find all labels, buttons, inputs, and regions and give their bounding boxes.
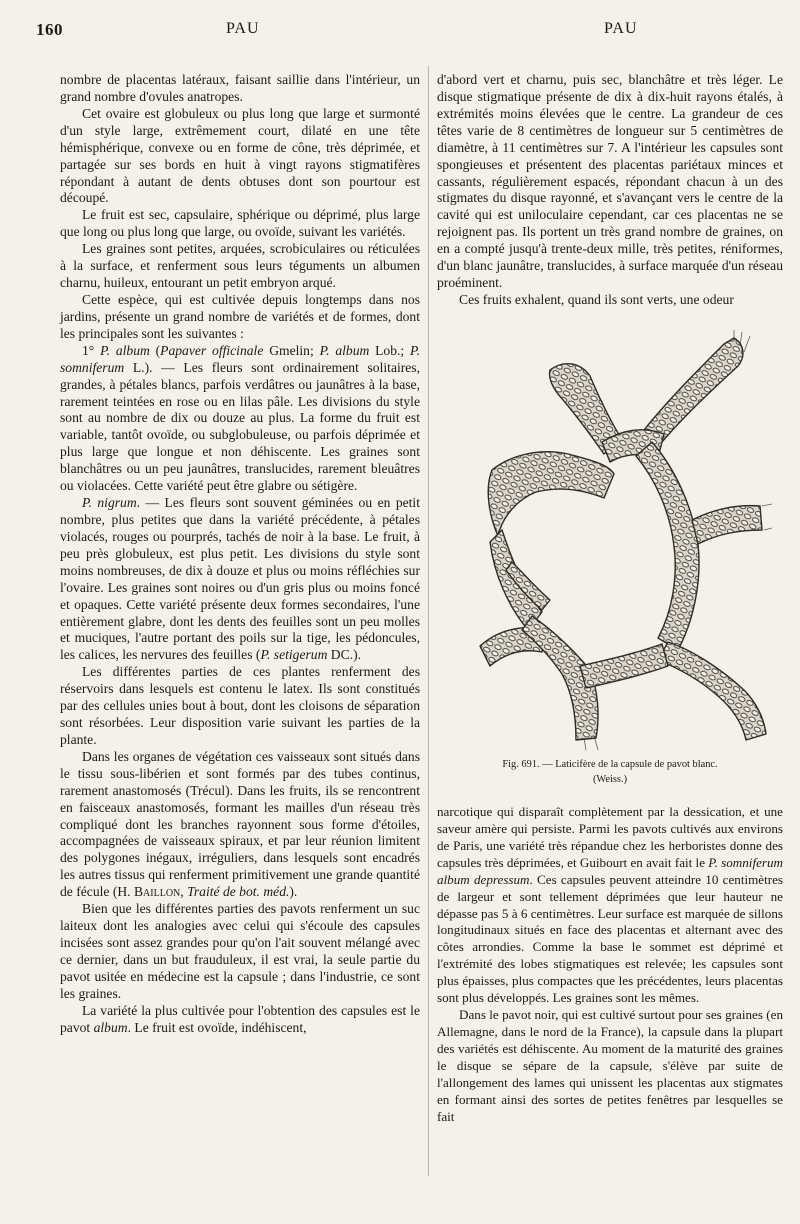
paragraph: d'abord vert et charnu, puis sec, blanchâtre et très léger. Le disque stigmatique présente de dix à dix-huit rayons étalés, à extrémités moins élevées que le centre. La grandeur de ces têtes varie de 8 centimètres de longueur sur 5 centimètres de diamètre, à 11 centimètres sur 7. A l'intérieur les capsules sont spongieuses et présentent des placentas pariétaux minces et cassants, régulièrement espacés, répondant chacun à un des stigmates du disque rayonné, et s'avançant vers le centre de la cavité qui est uniloculaire cependant, car ces placentas ne se rejoignent pas. Ils portent un très grand nombre de graines, on en a compté jusqu'à trente-deux mille, très petites, réniformes, d'un blanc jaunâtre, translucides, à surface marquée d'un réseau proéminent. <box>437 72 783 291</box>
paragraph: Dans les organes de végétation ces vaisseaux sont situés dans le tissu sous-libérien et sont formés par des tubes continus, rarement anastomosés (Trécul). Dans les fruits, ils se rencontrent en faisceaux anastomosés, formant les mailles d'un réseau très compliqué dont les branches rayonnent sous forme d'étoiles, accompagnées de vaisseaux spiraux, et par leur réunion limitent des polygones inégaux, irréguliers, dans lesquels sont encadrés les autres tissus qui renferment primitivement une grande quantité de fécule (H. Baillon, Traité de bot. méd.). <box>60 748 420 900</box>
caption-line: Fig. 691. — Laticifère de la capsule de pavot blanc. <box>502 759 718 770</box>
right-column-bottom <box>437 804 783 1126</box>
running-head-left: PAU <box>226 20 260 37</box>
variety-nigrum-paragraph: P. nigrum. — Les fleurs sont souvent géminées ou en petit nombre, plus petites que dans la variété précédente, à pétales violacés, rouges ou pourprés, tachés de noir à la base. Le fruit, à peu près globuleux, est plus petit. Les divisions du style sont moins nombreuses, de dix à douze et plus ou moins réfléchies sur l'ovaire. Les graines sont noires ou d'un gris plus ou moins foncé et opaques. Cette variété présente deux formes secondaires, l'une entièrement glabre, dont les dents des feuilles sont un peu molles et muciques, l'autre portant des poils sur la tige, les pédoncules, les calices, les nervures des feuilles (P. setigerum DC.). <box>60 495 420 663</box>
paragraph: Ces fruits exhalent, quand ils sont verts, une odeur <box>459 291 734 307</box>
paragraph: Les graines sont petites, arquées, scrobiculaires ou réticulées à la surface, et renferment sous leurs téguments un albumen charnu, huileux, entourant un petit embryon arqué. <box>60 241 420 291</box>
right-column-top <box>437 72 783 309</box>
paragraph: Les différentes parties de ces plantes renferment des réservoirs dans lesquels est contenu le latex. Ils sont constitués par des cellules unies bout à bout, dont les cloisons de séparation sont résorbées. Leur disposition varie suivant les parties de la plante. <box>60 664 420 747</box>
paragraph: Bien que les différentes parties des pavots renferment un suc laiteux dont les analogies avec celui qui s'écoule des capsules incisées sont assez grandes pour qu'on l'ait souvent mélangé avec ce dernier, dans un but frauduleux, il est vrai, la seule partie du pavot usitée en médecine est la capsule ; dans l'industrie, ce sont les graines. <box>60 901 420 1001</box>
page-number: 160 <box>36 20 63 39</box>
laticifer-figure <box>472 330 772 750</box>
figure-caption <box>437 757 783 787</box>
running-head-right: PAU <box>604 20 638 37</box>
column-divider <box>428 66 429 1176</box>
caption-credit: (Weiss.) <box>592 774 628 785</box>
left-column <box>60 72 420 1037</box>
paragraph: nombre de placentas latéraux, faisant saillie dans l'intérieur, un grand nombre d'ovules anatropes. <box>60 72 420 104</box>
variety-album-paragraph: 1° P. album (Papaver officinale Gmelin; P. album Lob.; P. somniferum L.). — Les fleurs sont ordinairement solitaires, grandes, à pétales blancs, parfois verdâtres ou jaunâtres à la base, rarement teintées en rose ou en lilas pâle. Les divisions du style sont au nombre de dix ou douze au plus. La forme du fruit est variable, tantôt ovoïde, ou subglobuleuse, ou parfois déprimée et plus large que longue et non déhiscente. Les graines sont blanchâtres ou un peu jaunâtres, translucides, rarement bleuâtres ou violacées. Cette variété peut être glabre ou sétigère. <box>60 342 420 494</box>
paragraph: narcotique qui disparaît complètement par la dessication, et une saveur amère qui persiste. Parmi les pavots cultivés aux environs de Paris, une variété très répandue chez les herboristes donne des capsules très déprimées, et Guibourt en avait fait le P. somniferum album depressum. Ces capsules peuvent atteindre 10 centimètres de largeur et sont tellement déprimées que leur hauteur ne dépasse pas 5 à 6 centimètres. Leur surface est marquée de sillons longitudinaux situés en face des placentas et alternant avec des côtes arrondies. Comme la base le sommet est déprimé et l'extrémité des lobes stigmatiques est relevée; les capsules sont plus épaisses, plus compactes que les précédentes, leurs placentas sont plus développés. Les graines sont les mêmes. <box>437 804 783 1006</box>
paragraph: Cet ovaire est globuleux ou plus long que large et surmonté d'un style large, extrêmement court, dilaté en une tête hémisphérique, convexe ou en forme de cône, très déprimée, et partagée sur ses bords en huit à vingt rayons stigmatifères répondant à autant de dents obtuses dont son pourtour est découpé. <box>60 105 420 206</box>
paragraph: Cette espèce, qui est cultivée depuis longtemps dans nos jardins, présente un grand nombre de variétés et de formes, dont les principales sont les suivantes : <box>60 291 420 341</box>
paragraph: Dans le pavot noir, qui est cultivé surtout pour ses graines (en Allemagne, dans le nord de la France), la capsule dans la plupart des variétés est déhiscente. Au moment de la maturité des graines le disque se sépare de la capsule, s'élève par suite de l'allongement des lames qui unissent les placentas aux stigmates en formant ainsi des sortes de petites fenêtres par lesquelles se fait <box>437 1007 783 1124</box>
paragraph: Le fruit est sec, capsulaire, sphérique ou déprimé, plus large que long ou plus long que large, ou ovoïde, suivant les variétés. <box>60 207 420 240</box>
paragraph: La variété la plus cultivée pour l'obtention des capsules est le pavot album. Le fruit est ovoïde, indéhiscent, <box>60 1002 420 1035</box>
